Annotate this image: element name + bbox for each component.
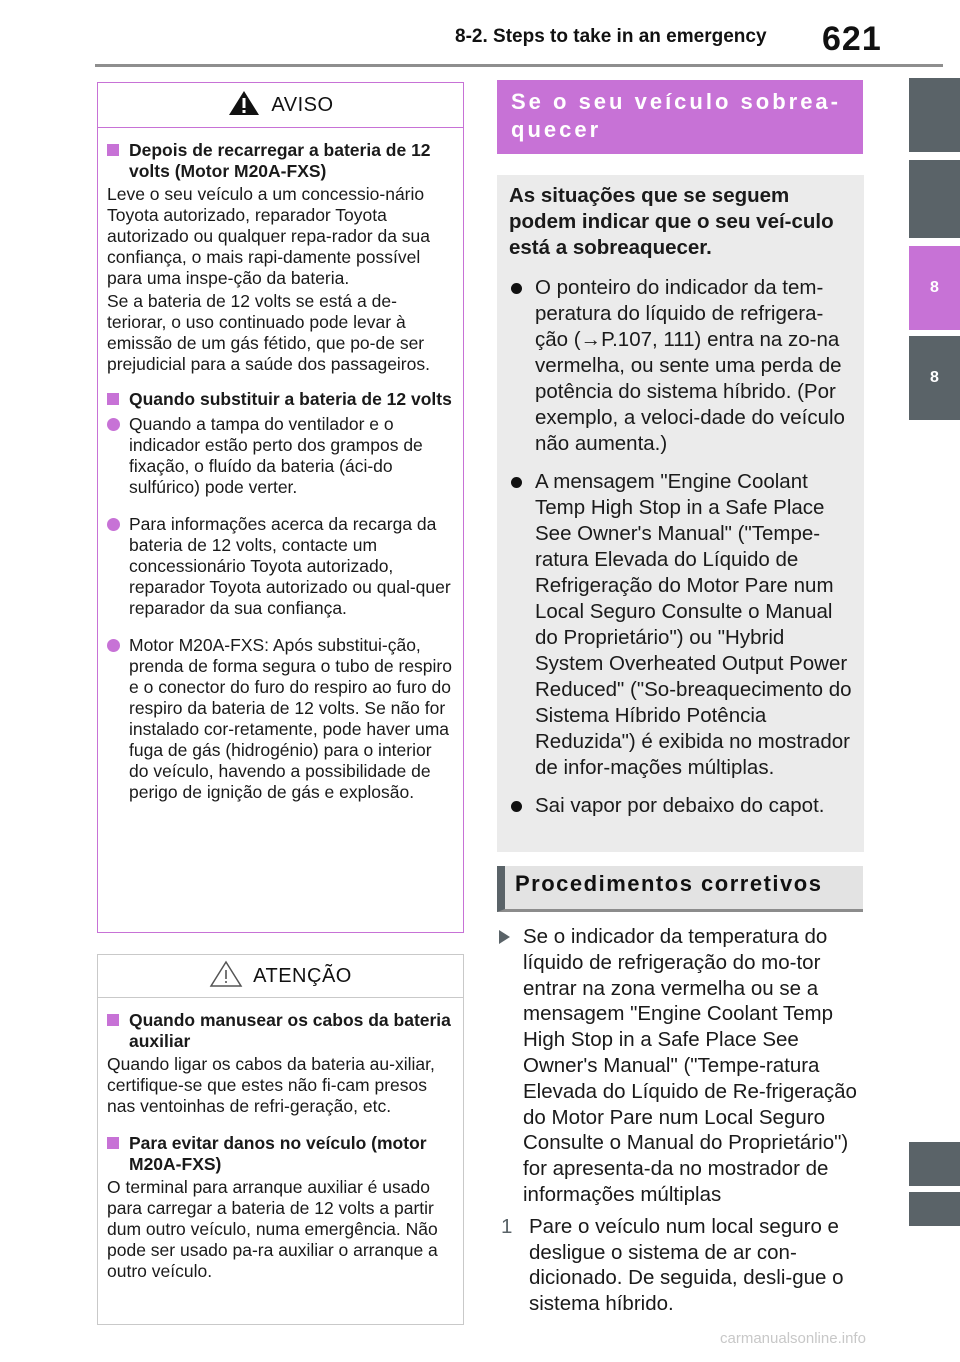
warning-bullet-item: Quando a tampa do ventilador e o indicador estão perto dos grampos de fixação, o fluído da bateria (áci-do sulfúrico) pode verter. xyxy=(107,414,455,498)
overheat-symptom-list xyxy=(509,275,852,819)
step-number: 1 xyxy=(501,1214,513,1238)
square-bullet-icon xyxy=(107,393,119,405)
caution-subheading: Para evitar danos no veículo (motor M20A-FXS) xyxy=(107,1133,455,1175)
triangle-bullet-icon xyxy=(499,930,510,944)
caution-box-atencao xyxy=(97,954,464,1325)
caution-box-title: ATENÇÃO xyxy=(253,964,352,987)
side-tab-blank-3 xyxy=(909,1142,960,1186)
side-tab-chapter-8[interactable] xyxy=(909,336,960,420)
caution-paragraph: O terminal para arranque auxiliar é usado para carregar a bateria de 12 volts a partir dum outro veículo, numa emergência. Não pode ser usado pa-ra auxiliar o arranque a outro veículo. xyxy=(107,1177,438,1281)
caution-triangle-icon xyxy=(209,960,243,993)
caution-subheading: Quando manusear os cabos da bateria auxiliar xyxy=(107,1010,455,1052)
bullet-dot-icon xyxy=(511,283,522,294)
bullet-dot-icon xyxy=(511,477,522,488)
square-bullet-icon xyxy=(107,1137,119,1149)
side-tab-blank-1 xyxy=(909,78,960,152)
warning-subheading: Quando substituir a bateria de 12 volts xyxy=(107,389,455,410)
warning-bullet-item: Motor M20A-FXS: Após substitui-ção, prenda de forma segura o tubo de respiro e o conector do furo do respiro ao furo do respiro da bateria de 12 volts. Se não for instalado cor-retamente, pode haver uma fuga de gás (hidrogénio) para o interior do veículo, havendo a possibilidade de perigo de ignição de gás e explosão. xyxy=(107,635,455,803)
warning-box-aviso xyxy=(97,82,464,933)
side-tab-label: 8 xyxy=(930,369,939,386)
warning-paragraph: Leve o seu veículo a um concessio-nário Toyota autorizado, reparador Toyota autorizado ou qualquer repa-rador da sua confiança, o mais rapi-damente possível para uma inspe-ção da bateria. xyxy=(107,184,430,288)
caution-box-header xyxy=(98,955,463,998)
side-tab-label: 8 xyxy=(930,279,939,296)
side-tab-blank-4 xyxy=(909,1192,960,1226)
section-header-title: 8-2. Steps to take in an emergency xyxy=(455,26,767,47)
side-tab-chapter-8-active[interactable] xyxy=(909,246,960,330)
overheat-intro: As situações que se seguem podem indicar que o seu veí-culo está a sobreaquecer. xyxy=(509,184,834,259)
bullet-dot-icon xyxy=(511,801,522,812)
side-tab-blank-2 xyxy=(909,160,960,238)
header-divider xyxy=(95,64,943,67)
procedures-section-title: Procedimentos corretivos xyxy=(497,866,863,912)
warning-box-body xyxy=(98,128,463,803)
square-bullet-icon xyxy=(107,144,119,156)
circle-bullet-icon xyxy=(107,418,120,431)
warning-box-title: AVISO xyxy=(271,93,334,116)
page-number: 621 xyxy=(822,20,882,58)
symptom-item: A mensagem "Engine Coolant Temp High Stop in a Safe Place See Owner's Manual" ("Tempe-ratura Elevada do Líquido de Refrigeração do Motor Pare num Local Seguro Consulte o Manual do Proprietário") ou "Hybrid System Overheated Output Power Reduced" ("So-breaquecimento do Sistema Híbrido Potência Reduzida") é exibida no mostrador de infor-mações múltiplas. xyxy=(509,469,852,781)
caution-box-body xyxy=(98,998,463,1282)
warning-paragraph: Se a bateria de 12 volts se está a de-teriorar, o uso continuado pode levar à emissão de um gás fétido, que po-de ser prejudicial para a saúde dos passageiros. xyxy=(107,291,430,374)
circle-bullet-icon xyxy=(107,639,120,652)
symptom-item: O ponteiro do indicador da tem-peratura do líquido de refrigera-ção (→P.107, 111) entra na zo-na vermelha, ou sente uma perda de potência do sistema híbrido. (Por exemplo, a veloci-dade do veículo não aumenta.) xyxy=(509,275,852,457)
procedure-condition: Se o indicador da temperatura do líquido de refrigeração do mo-tor entrar na zona vermelha ou se a mensagem "Engine Coolant Temp High Stop in a Safe Place See Owner's Manual" ("Tempe-ratura Elevada do Líquido de Re-frigeração do Motor Pare num Local Seguro Consulte o Manual do Proprietário") for apresenta-da no mostrador de informações múltiplas xyxy=(497,924,865,1208)
symptom-item: Sai vapor por debaixo do capot. xyxy=(509,793,852,819)
square-bullet-icon xyxy=(107,1014,119,1026)
procedure-step: 1 Pare o veículo num local seguro e desligue o sistema de ar con-dicionado. De seguida, desli-gue o sistema híbrido. xyxy=(501,1214,844,1316)
warning-box-header xyxy=(98,83,463,128)
procedures-body xyxy=(497,924,865,1317)
caution-paragraph: Quando ligar os cabos da bateria au-xiliar, certifique-se que estes não fi-cam presos nas ventoinhas de refri-geração, etc. xyxy=(107,1054,435,1116)
watermark: carmanualsonline.info xyxy=(720,1330,866,1347)
warning-subheading: Depois de recarregar a bateria de 12 volts (Motor M20A-FXS) xyxy=(107,140,455,182)
warning-bullet-item: Para informações acerca da recarga da bateria de 12 volts, contacte um concessionário Toyota autorizado, reparador Toyota autorizado ou qual-quer reparador da sua confiança. xyxy=(107,514,455,619)
warning-triangle-icon xyxy=(227,89,261,122)
overheat-symptoms-panel xyxy=(497,175,864,852)
circle-bullet-icon xyxy=(107,518,120,531)
overheat-section-title: Se o seu veículo sobrea-quecer xyxy=(497,80,863,154)
